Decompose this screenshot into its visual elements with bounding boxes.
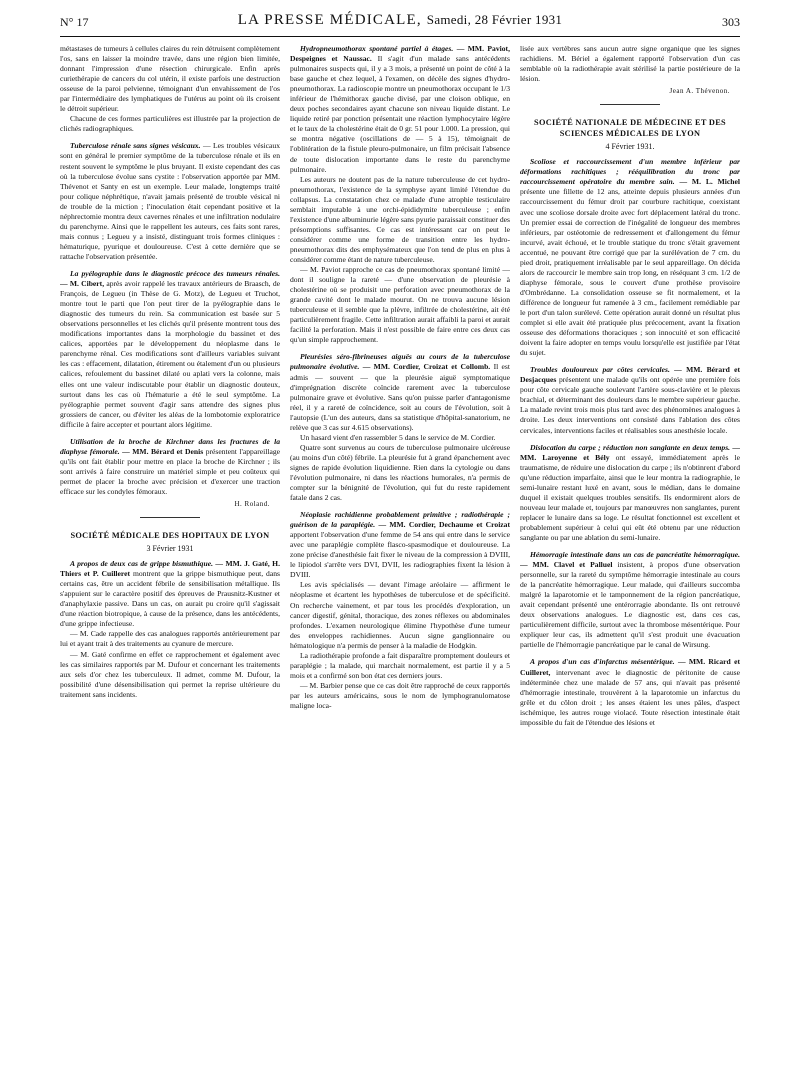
article-body: Il est admis — souvent — que la pleurésie aiguë symptomatique d'imprégnation discrète coïncide rarement avec la tuberculose pulmonaire grave et évolutive. Sans qu'on puisse parler d'antagonisme réel, il y a rareté de coïncidence, soit au cours de l'évolution, soit à l'autopsie (L'un des auteurs, dans sa statistique d'hôpital-sanatorium, ne relève que 3 cas sur 4.615 observations).: [290, 362, 510, 432]
article-title: Tuberculose rénale sans signes vésicaux.: [70, 141, 201, 151]
session-date: 4 Février 1931.: [605, 142, 655, 152]
article: Tuberculose rénale sans signes vésicaux. — Les troubles vésicaux sont en général le premier symptôme de la tuberculose rénale et ils en restent souvent le symptôme le plus bruyant. Il existe cependant des cas où la tuberculose évolue sans cystite : l'observation apportée par MM. Thévenot et Santy en est un exemple. Leur malade, longtemps traité pour colique néphrétique, n'avait jamais présenté de trouble vésical ni de trouble de la miction ; l'inoculation était cependant positive et la néphrectomie montra deux cavernes rénales et une infiltration nodulaire du parenchyme. Ainsi que le rappellent les auteurs, ces faits sont rares, mais connus ; Legueu y a insisté, distinguant trois formes cliniques : hématurique, pyurique et douloureuse. C'est à cette dernière que se rattache l'observation présentée.: [60, 141, 280, 261]
article: [60, 437, 280, 497]
paragraph: lisée aux vertèbres sans aucun autre signe organique que les signes rachidiens. M. Bériel a également rapporté l'observation d'un cas semblable où la radiothérapie avait stérilisé la partie postérieure de la lésion.: [520, 44, 740, 84]
article-authors: — MM. Cordier, Croizat et Collomb.: [362, 362, 491, 372]
article-title: Pleurésies séro-fibrineuses aiguës au cours de la tuberculose pulmonaire évolutive.: [290, 352, 510, 372]
article-authors: — M. Cibert,: [60, 279, 105, 289]
article-title: A propos de deux cas de grippe bismuthique.: [70, 559, 213, 569]
article-title: Dislocation du carpe ; réduction non sanglante en deux temps.: [530, 442, 731, 452]
article-title: Utilisation de la broche de Kirchner dans les fractures de la diaphyse fémorale.: [60, 436, 280, 456]
paragraph: Les avis spécialisés — devant l'image aréolaire — affirment le néoplasme et écartent les hypothèses de tuberculose et de spécificité. On recherche vainement, et par tous les procédés d'exploration, un cancer digestif, génital, thoracique, des zones réflexes ou abdominales profondes. L'examen neurologique élimine l'hypothèse d'une tumeur des enveloppes rachidiennes. Aucun signe ganglionnaire ou hématologique n'a permis de penser à la maladie de Hodgkin.: [290, 580, 510, 650]
article-authors: — M. L. Michel: [679, 177, 740, 187]
article-title: La pyélographie dans le diagnostic précoce des tumeurs rénales.: [70, 268, 280, 278]
article-body: montrent que la grippe bismuthique peut, dans certains cas, être un accident fébrile de sensibilisation métallique. Ils s'appuient sur le caractère positif des épreuves de Prausnitz-Kustner et d'anaphylaxie passive. Dans un cas, on aurait pu croire qu'il s'agissait d'une réaction biotropique, à cause de la présence, dans les antécédents, d'une grippe infectieuse.: [60, 569, 280, 629]
paragraph: Quatre sont survenus au cours de tuberculose pulmonaire ulcéreuse (au moins d'un côté) fébrile. La pleurésie fut à grand épanchement avec signes de rapide évolution liquidienne. Rien dans la cytologie ou dans l'évolution pulmonaire, ni dans les réactions humorales, n'a permis de compter sur la bénignité de l'évolution, qui fut du reste rapidement fatale dans 2 cas.: [290, 442, 510, 503]
paragraph: Chacune de ces formes particulières est illustrée par la projection de clichés radiographiques.: [60, 114, 280, 134]
paragraph: Les auteurs ne doutent pas de la nature tuberculeuse de cet hydro-pneumothorax, l'existence de la symphyse ayant limité l'étendue du collapsus. La constatation chez ce malade d'une atrophie testiculaire semblait imputable à une orchi-épididymite tuberculeuse ; enfin l'existence d'une albuminurie légère sans pyurie paraissait constituer des présomptions suffisantes. Ce cas est intéressant car on peut le considérer comme une forme de transition entre les hydro-pneumothorax dits des emphysémateux que l'on tend de plus en plus à considérer comme étant de nature tuberculeuse.: [290, 174, 510, 264]
paragraph: — M. Cade rappelle des cas analogues rapportés antérieurement par lui et ayant trait à des traitements au cyanure de mercure.: [60, 629, 280, 649]
article-authors: — MM. Laroyenne et Bély: [520, 442, 740, 462]
section-divider: [600, 104, 660, 105]
article-authors: — MM. Ricard et Cuilleret,: [520, 657, 740, 677]
header-rule: [60, 36, 740, 37]
article: [520, 443, 740, 543]
author-signature: H. Roland.: [234, 500, 270, 509]
page-header: [60, 11, 740, 33]
article-body: présentent l'appareillage qu'ils ont fait établir pour mettre en place la broche de Kirchner ; ils sont arrivés à faire construire un matériel simple et peu coûteux qui permet de placer la broche avec précision et d'exercer une traction efficace sur les condyles fémoraux.: [60, 446, 280, 496]
paragraph: métastases de tumeurs à cellules claires du rein détruisent complètement l'os, sans en laisser la moindre travée, dans une région bien limitée, donnant l'impression d'une résection chirurgicale. Enfin après curiethérapie de cancers du col utérin, il existe parfois une destruction osseuse de la paroi pelvienne, témoignant d'un envahissement de l'os par l'intermédiaire des lymphatiques de l'utérus au point où ils croisent le détroit supérieur.: [60, 44, 280, 114]
paragraph: La radiothérapie profonde a fait disparaître promptement douleurs et paraplégie ; la malade, qui marchait normalement, est partie il y a 5 mois et a confirmé son bon état ces derniers jours.: [290, 650, 510, 680]
paragraph: — M. Gaté confirme en effet ce rapprochement et également avec les cas similaires rapportés par M. Dufour et concernant les traitements aux sels d'or chez les tuberculeux. Il admet, comme M. Dufour, la possibilité d'une désensibilisation qui permet la reprise ultérieure du traitement sans incidents.: [60, 649, 280, 699]
paragraph: Un hasard vient d'en rassembler 5 dans le service de M. Cordier.: [300, 432, 496, 442]
article-body: intervenant avec le diagnostic de péritonite de cause indéterminée chez une malade de 57 ans, qui n'avait pas présenté d'hémorragie intestinale, trouvèrent à la laparotomie un infarctus du grêle et du côlon droit ; les anses étaient les unes pâles, d'aspect ischémique, les autres rouge violacé. Toute résection intestinale était impossible du fait de l'étendue des lésions et: [520, 667, 740, 727]
article: [520, 657, 740, 727]
article: [520, 365, 740, 435]
article-authors: — MM. Bérard et Desjacques: [520, 365, 740, 385]
society-heading: SOCIÉTÉ NATIONALE DE MÉDECINE ET DES SCIENCES MÉDICALES DE LYON: [534, 118, 726, 139]
paragraph: — M. Barbier pense que ce cas doit être rapproché de ceux rapportés par les auteurs américains, sous le nom de lymphogranulomatose maligne loca-: [290, 680, 510, 710]
article-authors: — MM. Clavel et Palluel: [520, 560, 613, 570]
issue-date: Samedi, 28 Février 1931: [426, 12, 563, 27]
author-signature: Jean A. Thévenon.: [669, 87, 730, 96]
article-body: après avoir rappelé les travaux antérieurs de Braasch, de François, de Legueu (in Thèse de G. Motz), de Legueu et Truchot, montre tout le parti que l'on peut tirer de la pyélographie dans le diagnostic des tumeurs du rein. Sa communication est basée sur 5 observations personnelles et les clichés qu'il présente montrent tous des modifications importantes dans la morphologie du bassinet et des calices, apportées par le développement du néoplasme dans le parenchyme rénal. Ces modifications sont d'ailleurs variables suivant les cas : effacement, dilatation, étirement ou étalement d'un ou plusieurs calices, refoulement du bassinet dilaté ou aplati vers la colonne, mais elles ont une valeur indiscutable pour établir un diagnostic douteux, surtout dans les cas où l'hématurie a été le seul symptôme. La pyélographie permet souvent d'agir sans attendre des signes plus grossiers de cancer, ou d'éviter les aléas de la lombotomie exploratrice difficile à faire accepter et pourtant alors légitime.: [60, 279, 280, 429]
journal-title: LA PRESSE MÉDICALE,: [237, 12, 422, 28]
column-2: [290, 44, 510, 1074]
column-1: [60, 44, 280, 1074]
journal-masthead: [60, 12, 740, 29]
article-body: insistent, à propos d'une observation personnelle, sur la rareté du symptôme hémorragie intestinale au cours de la pancréatite hémorragique. Leur malade, qui d'ailleurs succomba malgré la laparotomie et le tamponnement de la région pancréatique, avait cependant présenté une entérorragie abondante. Ils ont retrouvé deux observations analogues. Le diagnostic est, dans ces cas, particulièrement difficile, surtout avec la thrombose mésentérique. Pour expliquer leur cas, ils admettent qu'il s'est produit une évacuation partielle de l'hémorragie pancréatique par le canal de Wirsung.: [520, 560, 740, 650]
article-authors: — MM. Paviot, Despeignes et Naussac.: [290, 44, 510, 64]
article-title: Troubles douloureux par côtes cervicales.: [530, 365, 670, 375]
article: [520, 550, 740, 650]
column-3: [520, 44, 740, 1074]
article-authors: — MM. Cordier, Dechaume et Croizat: [378, 520, 510, 530]
article: [290, 352, 510, 432]
article-body: ont essayé, immédiatement après le traumatisme, de réduire une dislocation du carpe ; ils n'obtinrent d'abord qu'une réduction imparfaite, ainsi que le leur montra la radiographie, le semi-lunaire restant luxé en avant, sous le médian, dans le domaine duquel il existait quelques troubles sensitifs. Ils endormirent alors de nouveau leur malade et, toujours par manœuvres non sanglantes, purent replacer le lunaire dans sa loge. Le résultat fonctionnel est excellent et probablement supérieur à celui qui eût été obtenu par une réduction sanglante ou par une ablation du semi-lunaire.: [520, 452, 740, 542]
article: [290, 44, 510, 175]
article: [60, 559, 280, 629]
article-title: Scoliose et raccourcissement d'un membre inférieur par déformations rachitiques ; rééquilibration du tronc par raccourcissement opératoire du membre sain.: [520, 157, 740, 187]
article-title: Hydropneumothorax spontané partiel à étages.: [300, 44, 454, 53]
article-body: présentent une malade qu'ils ont opérée une première fois pour côte cervicale gauche soulevant l'artère sous-clavière et le plexus brachial, et déterminant des douleurs dans le membre supérieur gauche. La malade revint trois mois plus tard avec des phénomènes analogues à droite. Les deux interventions ont consisté dans l'ablation des côtes cervicales, interventions faciles et réalisables sous anesthésie locale.: [520, 375, 740, 435]
article: [520, 157, 740, 358]
society-heading: SOCIÉTÉ MÉDICALE DES HOPITAUX DE LYON: [70, 531, 270, 541]
section-divider: [140, 517, 200, 518]
session-date: 3 Février 1931: [146, 544, 194, 554]
article-body: apportent l'observation d'une femme de 54 ans qui entre dans le service avec une paraplégie complète flasco-spasmodique et douloureuse. La zone précise d'anesthésie fait fixer le niveau de la compression à DVIII, le lipiodol s'arrête vers DVI, DVII, les radiographies fixent la lésion à DVIII.: [290, 530, 510, 580]
article: [60, 269, 280, 430]
article-title: Néoplasie rachidienne probablement primitive ; radiothérapie ; guérison de la paraplégie.: [290, 510, 510, 530]
article-title: Hémorragie intestinale dans un cas de pancréatite hémorragique.: [530, 550, 740, 560]
issue-number: N° 17: [60, 15, 89, 29]
article-body: Les troubles vésicaux sont en général le premier symptôme de la tuberculose rénale et ils en restent souvent le symptôme le plus bruyant. Il existe cependant des cas où la tuberculose évolue sans cystite : l'observation apportée par MM. Thévenot et Santy en est un exemple. Leur malade, longtemps traité pour colique néphrétique, n'avait jamais présenté de trouble vésical ni de trouble de la miction ; l'inoculation était cependant positive et la néphrectomie montra deux cavernes rénales et une infiltration nodulaire du parenchyme. Ainsi que le rappellent les auteurs, ces faits sont rares, mais connus ; Legueu y a insisté, distinguant trois formes cliniques : hématurique, pyurique et douloureuse. C'est à cette dernière que se rattache l'observation présentée.: [60, 141, 280, 261]
article-authors: — MM. Bérard et Denis: [122, 446, 204, 456]
article-body: Il s'agit d'un malade sans antécédents pulmonaires suspects qui, il y a 3 mois, a présenté un point de côté à la base gauche et chez lequel, à l'examen, on décèle des signes d'hydro-pneumothorax. La radioscopie montre un pneumothorax occupant le 1/3 inférieur de l'hémithorax gauche divisé, par une cloison oblique, en deux poches secondaires ayant chacune son niveau liquide distant. Le liquide retiré par ponction présentait une réaction lymphocytaire légère et le taux de la cholestérine était de 0 gr. 51 pour 1.000. La pression, qui se montra négative (oscillations de — 5 à 15), témoignait de l'oblitération de la fistule pleuro-pulmonaire, un film précisait l'absence de toute dislocation importante dans le reste du parenchyme pulmonaire.: [290, 54, 510, 174]
page-number: 303: [722, 15, 740, 29]
article-authors: — MM. J. Gaté, H. Thiers et P. Cuilleret: [60, 559, 280, 579]
paragraph: — M. Paviot rapproche ce cas de pneumothorax spontané limité — dont il souligne la rareté — d'une observation de pleurésie à cholestérine où se produisit une perforation avec pneumothorax de la grande cavité dont le malade mourut. On ne trouva aucune lésion tuberculeuse et il semble que la plèvre, infiltrée de cholestérine, ait été particulièrement fragile. Cette infiltration aurait affaibli la paroi et aurait facilité la perforation. Mais il n'est possible de faire entre ces deux cas qu'un simple rapprochement.: [290, 265, 510, 345]
article-body: présente une fillette de 12 ans, atteinte depuis plusieurs années d'un raccourcissement du fémur droit par courbure rachitique, coexistant avec une scoliose dorsale droite avec fort déplacement latéral du tronc. Un premier essai de correction de l'inégalité de longueur des membres inférieurs, par ostéotomie de redressement et d'allongement du fémur incurvé, avait échoué, et le trouble statique du tronc s'était gravement accentué, ne pouvant être corrigé que par la surélévation de 7 cm. du pied droit, pratiquement irréalisable par le seul appareillage. On décida alors de raccourcir le membre sain trop long, en réséquant 3 cm. 1/2 de diaphyse fémorale, sous le couvert d'une prothèse provisoire d'Ombrédanne. La consolidation osseuse se fit normalement, et la différence de longueur fut ramenée à 3 cm., facilement remédiable par le port d'un talon surélevé. Cette opération aurait donné un résultat plus complet si elle avait été pratiquée plus précocement, avant la fixation osseuse des déformations thoraciques ; son innocuité et son efficacité doivent la faire adopter en temps voulu lorsqu'elle est justifiée par l'état du sujet.: [520, 187, 740, 358]
article: [290, 510, 510, 580]
article-title: A propos d'un cas d'infarctus mésentérique.: [530, 657, 675, 667]
